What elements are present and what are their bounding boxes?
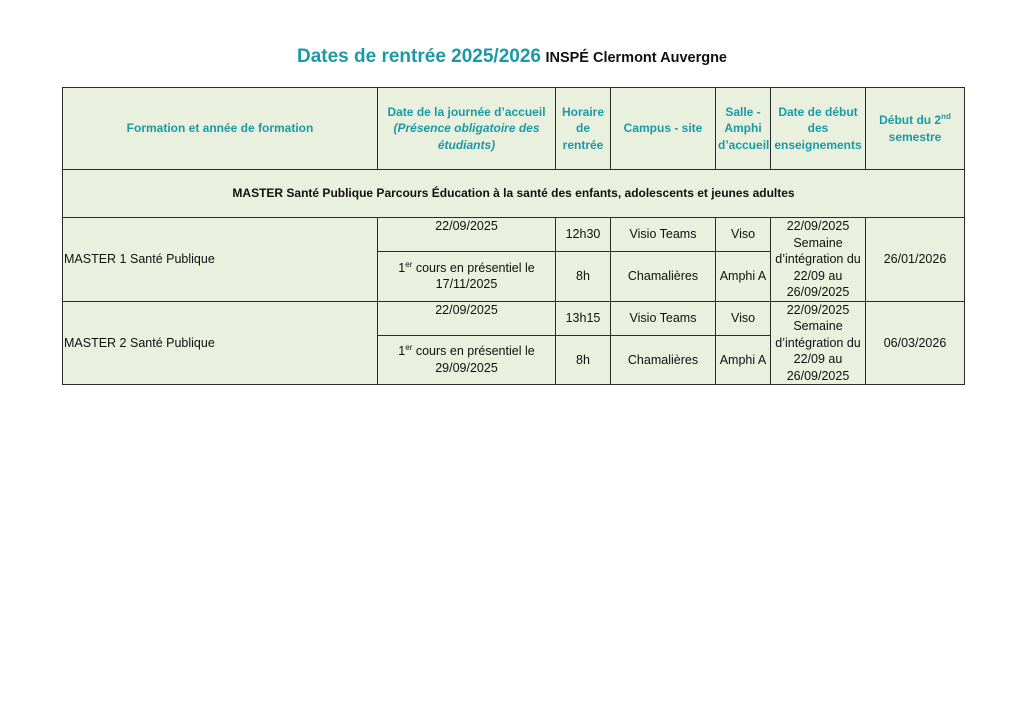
semestre-cell: 06/03/2026 <box>866 301 965 385</box>
horaire-cell: 13h15 <box>556 301 611 335</box>
header-semestre-sup: nd <box>941 112 951 121</box>
table-header-row <box>63 88 965 170</box>
table-row <box>63 301 965 335</box>
section-row <box>63 170 965 218</box>
cours-ordinal-sup: er <box>405 259 413 269</box>
debut-cell: 22/09/2025 Semaine d’intégration du 22/09 au 26/09/2025 <box>771 301 866 385</box>
header-debut: Date de début des enseignements <box>771 88 866 170</box>
cours-date: 29/09/2025 <box>435 360 498 375</box>
cours-cell <box>378 252 556 301</box>
cours-label: cours en présentiel le <box>415 260 535 275</box>
cours-date: 17/11/2025 <box>435 277 498 292</box>
cours-ordinal: 1 <box>398 260 406 275</box>
header-semestre <box>866 88 965 170</box>
salle-cell: Amphi A <box>716 252 771 301</box>
header-salle: Salle - Amphi d’accueil <box>716 88 771 170</box>
campus-cell: Visio Teams <box>611 218 716 252</box>
header-semestre-text: Début du 2 <box>879 113 942 127</box>
header-campus: Campus - site <box>611 88 716 170</box>
formation-cell: MASTER 1 Santé Publique <box>63 218 378 302</box>
cours-ordinal-sup: er <box>405 343 413 353</box>
accueil-cell: 22/09/2025 <box>378 218 556 252</box>
page-title <box>0 46 1024 68</box>
salle-cell: Amphi A <box>716 335 771 384</box>
debut-cell: 22/09/2025 Semaine d’intégration du 22/09 au 26/09/2025 <box>771 218 866 302</box>
salle-cell: Viso <box>716 218 771 252</box>
cours-label: cours en présentiel le <box>415 344 535 359</box>
section-title: MASTER Santé Publique Parcours Éducation à la santé des enfants, adolescents et jeunes adultes <box>63 170 965 218</box>
header-accueil-label: Date de la journée d’accueil <box>387 104 546 119</box>
header-accueil-note: (Présence obligatoire des étudiants) <box>393 121 540 152</box>
horaire-cell: 8h <box>556 335 611 384</box>
title-main: Dates de rentrée 2025/2026 <box>296 46 541 67</box>
table-row <box>63 218 965 252</box>
cours-ordinal: 1 <box>398 344 406 359</box>
accueil-cell: 22/09/2025 <box>378 301 556 335</box>
cours-cell <box>378 335 556 384</box>
campus-cell: Visio Teams <box>611 301 716 335</box>
header-semestre-post: semestre <box>888 129 942 144</box>
header-horaire: Horaire de rentrée <box>556 88 611 170</box>
schedule-table <box>62 87 965 385</box>
salle-cell: Viso <box>716 301 771 335</box>
campus-cell: Chamalières <box>611 252 716 301</box>
semestre-cell: 26/01/2026 <box>866 218 965 302</box>
formation-cell: MASTER 2 Santé Publique <box>63 301 378 385</box>
title-sub: INSPÉ Clermont Auvergne <box>545 50 727 66</box>
header-accueil <box>378 88 556 170</box>
horaire-cell: 12h30 <box>556 218 611 252</box>
campus-cell: Chamalières <box>611 335 716 384</box>
header-formation: Formation et année de formation <box>63 88 378 170</box>
horaire-cell: 8h <box>556 252 611 301</box>
